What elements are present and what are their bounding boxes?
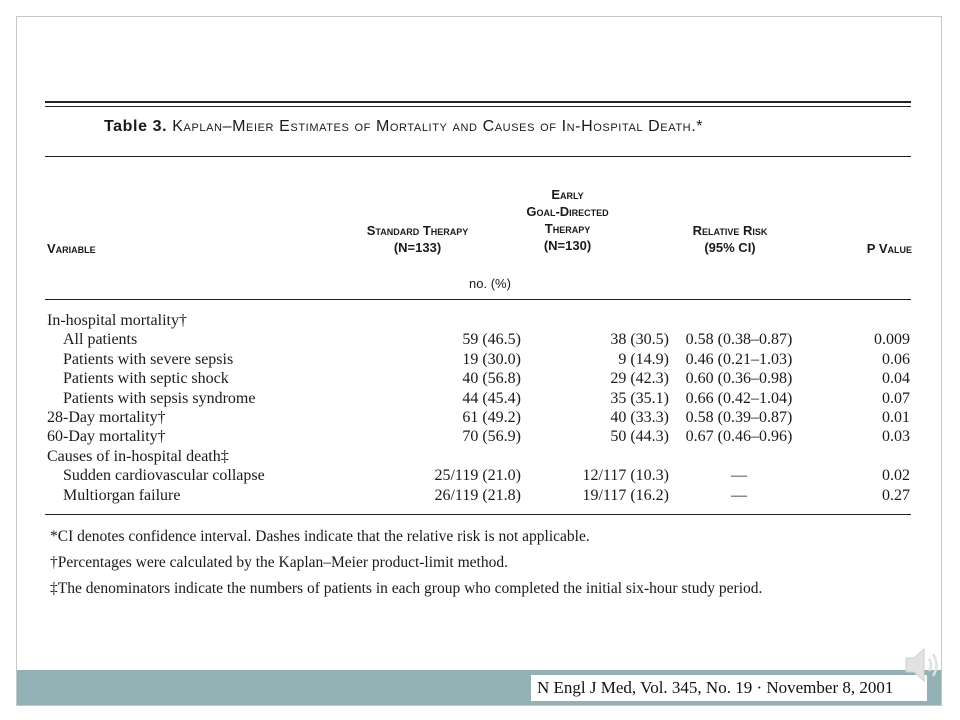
- table-row: [47, 447, 913, 466]
- cell-p-value: 0.009: [874, 331, 910, 349]
- cell-p-value: 0.02: [882, 467, 910, 485]
- table-row: [47, 427, 913, 446]
- header-rr-ci: (95% CI): [704, 240, 756, 255]
- table-top-rule-inner: [45, 106, 911, 107]
- row-label: 60-Day mortality†: [47, 428, 166, 446]
- header-relative-risk: [660, 222, 800, 256]
- row-label: Causes of in-hospital death‡: [47, 447, 229, 465]
- cell-standard: 59 (46.5): [462, 331, 521, 349]
- cell-standard: 70 (56.9): [462, 428, 521, 446]
- cell-standard: 61 (49.2): [462, 408, 521, 426]
- cell-standard: 40 (56.8): [462, 370, 521, 388]
- row-label: 28-Day mortality†: [47, 408, 166, 426]
- header-p-value: [848, 240, 912, 257]
- cell-standard: 26/119 (21.8): [434, 486, 521, 504]
- table-caption-label: Table 3.: [104, 118, 168, 135]
- table-row: [47, 408, 913, 427]
- cell-relative-risk: 0.66 (0.42–1.04): [685, 389, 793, 407]
- row-label: All patients: [63, 331, 138, 349]
- row-label: Sudden cardiovascular collapse: [63, 467, 265, 485]
- header-p-text: P Value: [866, 241, 912, 256]
- cell-relative-risk: —: [731, 486, 747, 504]
- cell-relative-risk: —: [731, 467, 747, 485]
- table-row: [47, 369, 913, 388]
- header-standard: [340, 222, 495, 256]
- cell-relative-risk: 0.60 (0.36–0.98): [685, 370, 793, 388]
- cell-egd: 40 (33.3): [610, 408, 669, 426]
- cell-egd: 29 (42.3): [610, 370, 669, 388]
- header-egd-line3: Therapy: [544, 221, 591, 236]
- cell-p-value: 0.04: [882, 370, 910, 388]
- footnote: *CI denotes confidence interval. Dashes indicate that the relative risk is not applicable.: [50, 528, 590, 545]
- cell-egd: 38 (30.5): [610, 331, 669, 349]
- header-egd-line2: Goal-Directed: [526, 204, 609, 219]
- cell-p-value: 0.01: [882, 408, 910, 426]
- table-caption: [104, 118, 924, 136]
- header-egd-n: (N=130): [543, 238, 592, 253]
- row-label: In-hospital mortality†: [47, 312, 187, 329]
- table-row: [47, 389, 913, 408]
- header-standard-text: Standard Therapy: [366, 223, 469, 238]
- row-label: Patients with severe sepsis: [63, 350, 234, 368]
- table-row: [47, 350, 913, 369]
- cell-standard: 19 (30.0): [462, 350, 521, 368]
- citation: N Engl J Med, Vol. 345, No. 19 · November 8, 2001: [531, 675, 927, 701]
- header-egd-line1: Early: [551, 187, 584, 202]
- speaker-icon[interactable]: [903, 643, 943, 687]
- caption-rule: [45, 156, 911, 157]
- row-label: Multiorgan failure: [63, 486, 181, 504]
- table-bottom-rule: [45, 514, 911, 515]
- header-standard-n: (N=133): [393, 240, 442, 255]
- table-row: [47, 330, 913, 349]
- header-variable-text: Variable: [47, 241, 96, 256]
- table-caption-title: Kaplan–Meier Estimates of Mortality and Causes of In-Hospital Death.*: [172, 118, 704, 135]
- table-body: [47, 311, 913, 505]
- unit-label: no. (%): [469, 276, 511, 291]
- cell-relative-risk: 0.58 (0.39–0.87): [685, 408, 793, 426]
- header-rr-text: Relative Risk: [692, 223, 768, 238]
- footnote: †Percentages were calculated by the Kaplan–Meier product-limit method.: [50, 554, 508, 571]
- cell-p-value: 0.27: [882, 486, 910, 504]
- cell-egd: 50 (44.3): [610, 428, 669, 446]
- cell-relative-risk: 0.67 (0.46–0.96): [685, 428, 793, 446]
- cell-relative-risk: 0.58 (0.38–0.87): [685, 331, 793, 349]
- footnotes: [50, 524, 920, 602]
- cell-p-value: 0.07: [882, 389, 910, 407]
- cell-standard: 25/119 (21.0): [434, 467, 521, 485]
- cell-egd: 12/117 (10.3): [582, 467, 669, 485]
- cell-p-value: 0.03: [882, 428, 910, 446]
- cell-relative-risk: 0.46 (0.21–1.03): [685, 350, 793, 368]
- header-rule: [45, 299, 911, 300]
- cell-egd: 9 (14.9): [618, 350, 669, 368]
- row-label: Patients with sepsis syndrome: [63, 389, 256, 407]
- table-row: [47, 311, 913, 330]
- cell-standard: 44 (45.4): [462, 389, 521, 407]
- footnote: ‡The denominators indicate the numbers of patients in each group who completed the initial six-hour study period.: [50, 580, 763, 597]
- header-egd: [500, 186, 635, 254]
- cell-egd: 35 (35.1): [610, 389, 669, 407]
- cell-p-value: 0.06: [882, 350, 910, 368]
- row-label: Patients with septic shock: [63, 370, 229, 388]
- table-top-rule: [45, 101, 911, 103]
- table-row: [47, 466, 913, 485]
- table-row: [47, 486, 913, 505]
- cell-egd: 19/117 (16.2): [582, 486, 669, 504]
- header-variable: [47, 240, 96, 257]
